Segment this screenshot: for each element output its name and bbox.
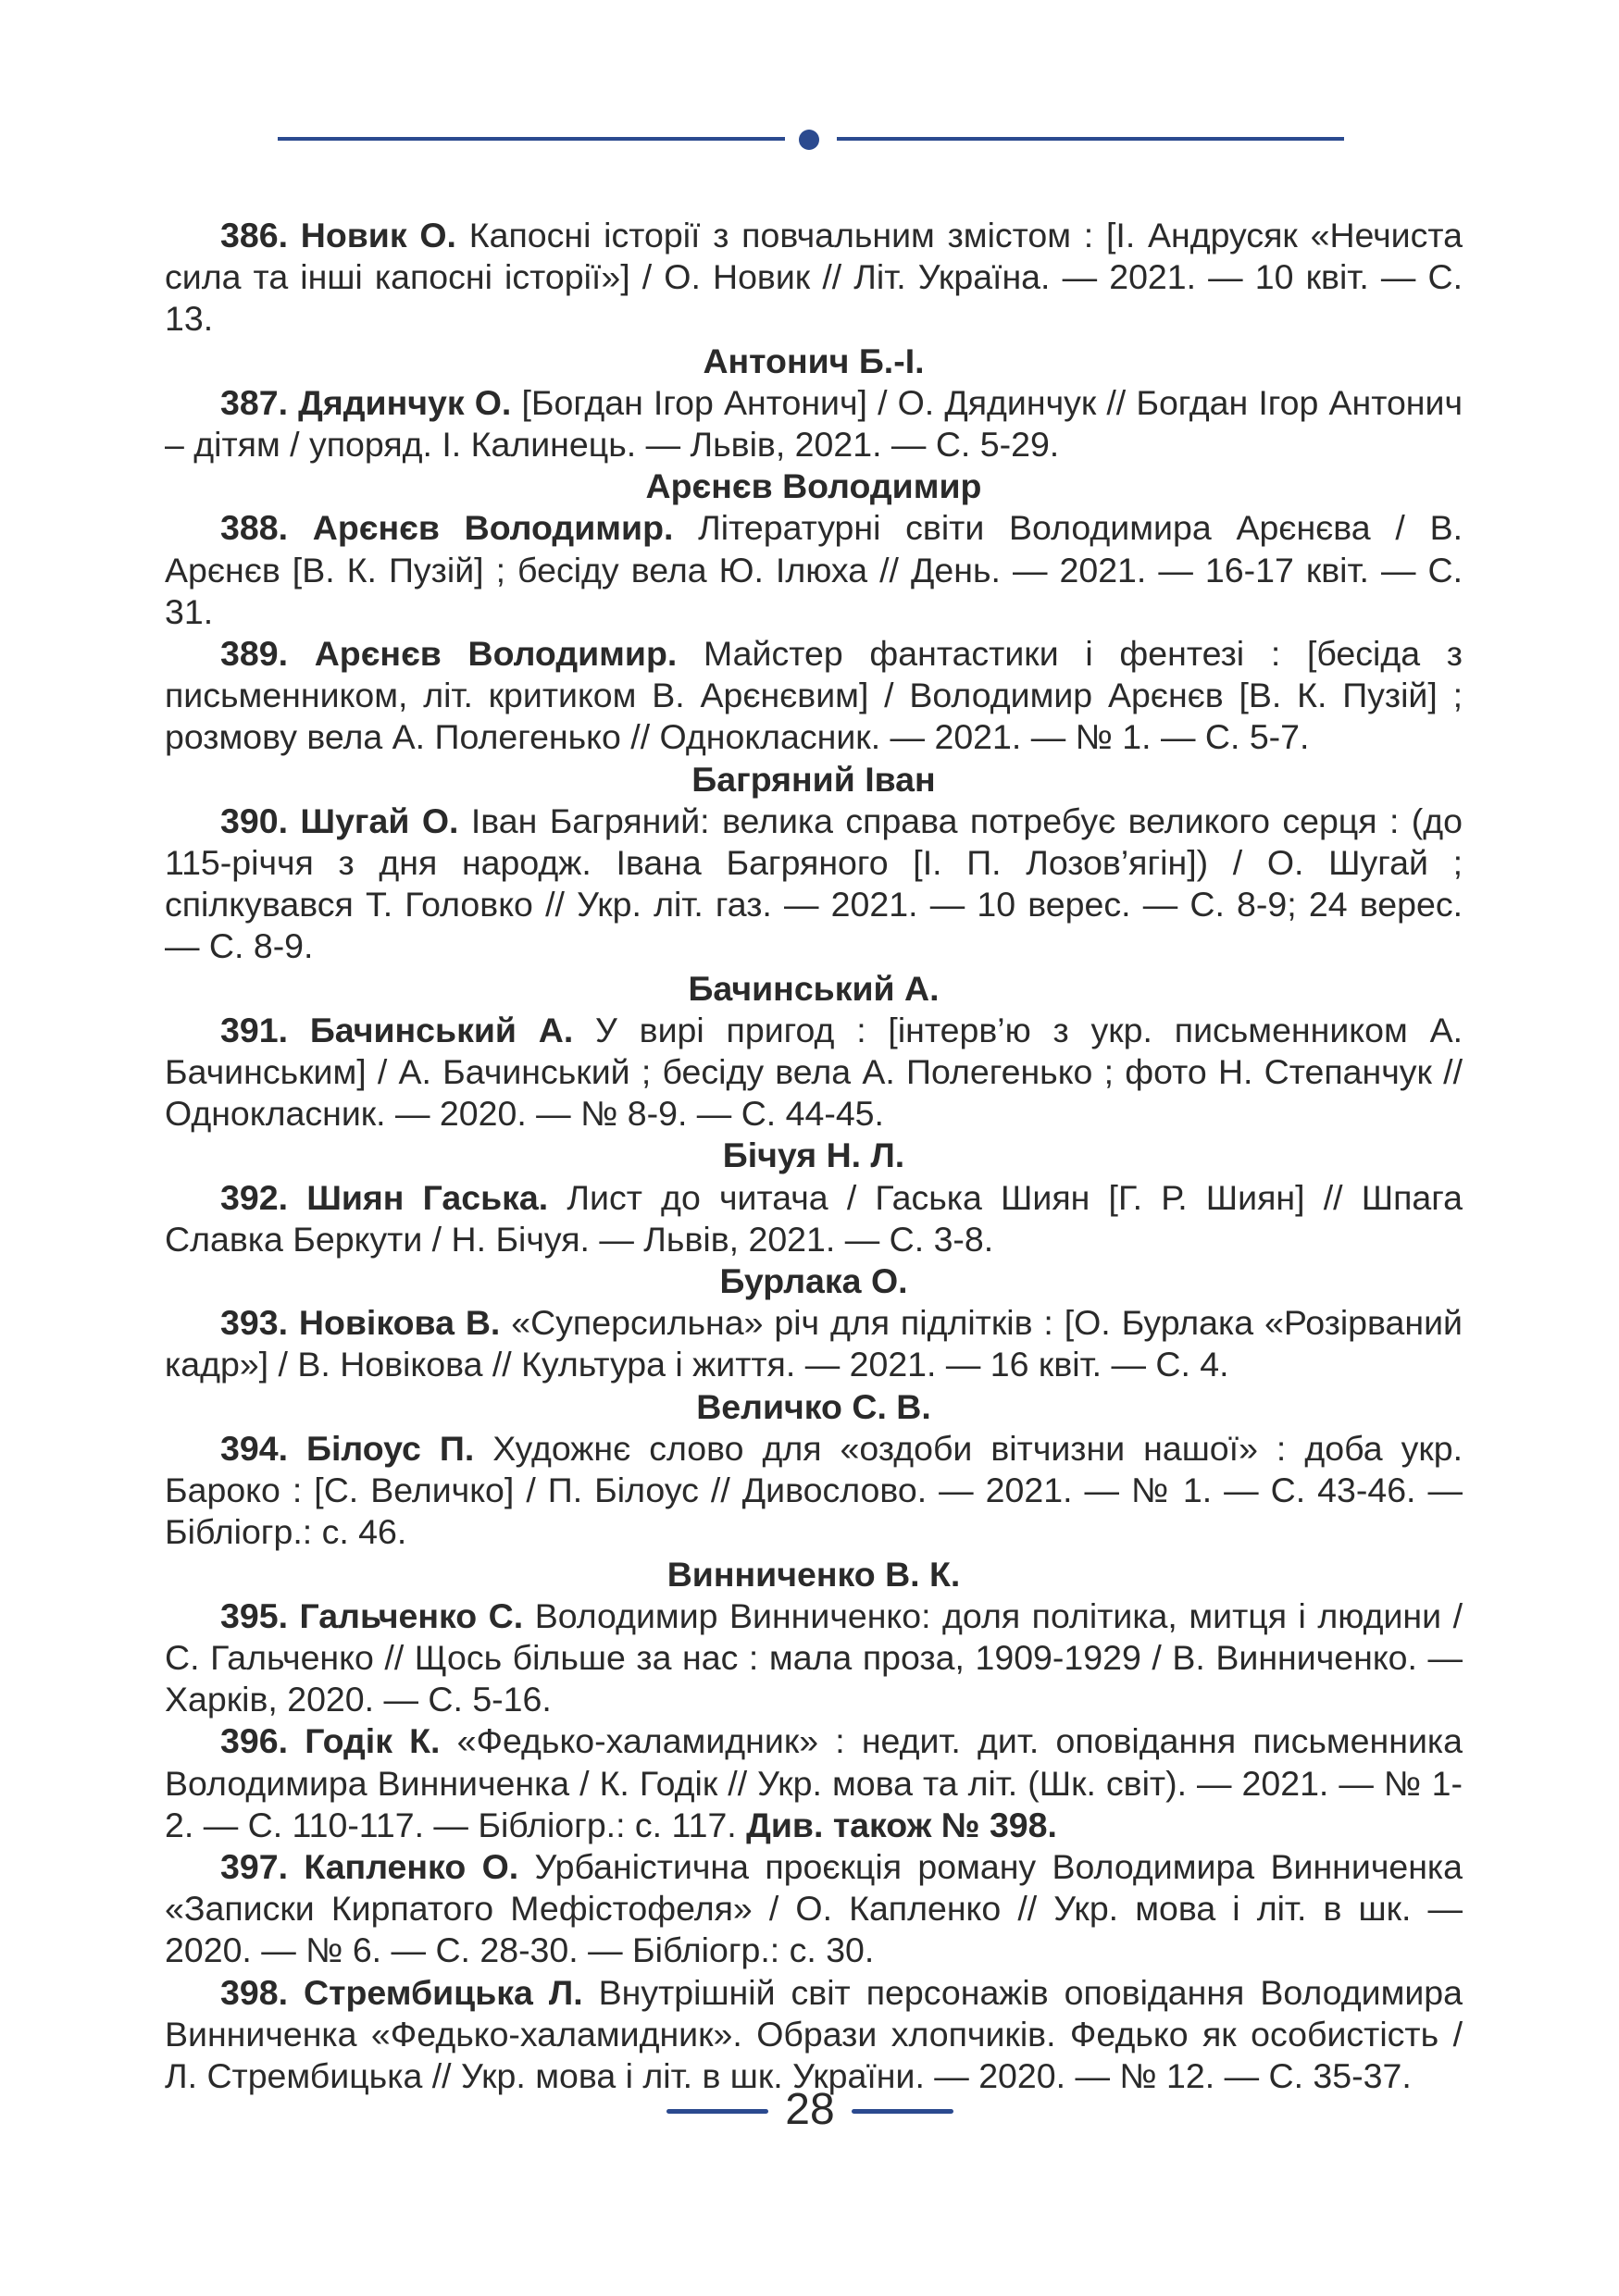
entry-text: Майстер фантастики і фентезі : [бесіда з письменником, літ. критиком В. Арєнєвим] / Володимир Арєнєв [В. К. Пузій] ; розмову вела А. Полегенько // Однокласник. — 2021. — № 1. — С. 5-7. [165, 634, 1463, 757]
entry-author: Новікова В. [298, 1303, 501, 1343]
bibliography-entry [165, 507, 1463, 633]
bibliography-entry [165, 1428, 1463, 1554]
entry-author: Дядинчук О. [298, 382, 512, 422]
entry-author: Капленко О. [304, 1846, 519, 1886]
bibliography-entry [165, 1302, 1463, 1385]
footer-right-line [852, 2109, 953, 2114]
entry-number: 396. [220, 1721, 288, 1761]
bibliography-entry [165, 1846, 1463, 1972]
entry-text: Художнє слово для «оздоби вітчизни нашої» : доба укр. Бароко : [С. Величко] / П. Білоус // Дивослово. — 2021. — № 1. — С. 43-46. — Бібліогр.: с. 46. [165, 1428, 1463, 1552]
entry-text: «Федько-халамидник» : недит. дит. оповідання письменника Володимира Винниченка / К. Годік // Укр. мова та літ. (Шк. світ). — 2021. — № 1-2. — С. 110-117. — Бібліогр.: с. 117. [165, 1721, 1463, 1844]
entry-author: Білоус П. [306, 1428, 475, 1468]
see-also-reference: Див. також № 398. [746, 1805, 1057, 1844]
section-heading: Бічуя Н. Л. [722, 1136, 905, 1175]
entry-author: Годік К. [305, 1721, 441, 1761]
entry-text: Урбаністична проєкція роману Володимира Винниченка «Записки Кирпатого Мефістофеля» / О. Капленко // Укр. мова і літ. в шк. — 2020. — № 6. — С. 28-30. — Бібліогр.: с. 30. [165, 1846, 1463, 1970]
entry-text: Внутрішній світ персонажів оповідання Володимира Винниченка «Федько-халамидник». Образи хлопчиків. Федько як особистість / Л. Стрембицька // Укр. мова і літ. в шк. України. — 2020. — № 12. — С. 35-37. [165, 1972, 1463, 2095]
bibliography-entry [165, 1720, 1463, 1846]
top-decorative-rule [278, 130, 1344, 148]
bibliography-entry [165, 800, 1463, 968]
bibliography-entry [165, 215, 1463, 341]
entry-author: Стрембицька Л. [304, 1972, 583, 2012]
section-heading: Винниченко В. К. [666, 1554, 961, 1594]
entry-number: 392. [220, 1177, 288, 1217]
entry-number: 388. [220, 508, 288, 548]
entry-author: Арєнєв Володимир. [314, 634, 678, 674]
top-rule-dot [799, 130, 819, 150]
entry-number: 390. [220, 800, 288, 840]
entry-number: 393. [220, 1303, 288, 1343]
bibliography-entry [165, 1010, 1463, 1136]
entry-text: У вирі пригод : [інтерв’ю з укр. письменником А. Бачинським] / А. Бачинський ; бесіду вела А. Полегенько ; фото Н. Степанчук // Однокласник. — 2020. — № 8-9. — С. 44-45. [165, 1010, 1463, 1134]
footer-left-line [666, 2109, 768, 2114]
section-heading: Антонич Б.-І. [703, 341, 925, 380]
entry-number: 389. [220, 634, 288, 674]
page-number: 28 [785, 2085, 835, 2134]
entry-number: 397. [220, 1846, 288, 1886]
entry-text: «Суперсильна» річ для підлітків : [О. Бурлака «Розірваний кадр»] / В. Новікова // Культура і життя. — 2021. — 16 квіт. — С. 4. [165, 1303, 1463, 1384]
section-heading: Бачинський А. [688, 968, 940, 1008]
entry-author: Новик О. [300, 216, 456, 254]
entry-text: Лист до читача / Гаська Шиян [Г. Р. Шиян] // Шпага Славка Беркути / Н. Бічуя. — Львів, 2021. — С. 3-8. [165, 1177, 1463, 1259]
entry-number: 391. [220, 1010, 288, 1049]
page-footer [666, 2082, 953, 2138]
bibliography-entry [165, 1595, 1463, 1721]
top-rule-left-line [278, 137, 785, 141]
bibliography-entry [165, 1177, 1463, 1260]
entry-text: Іван Багряний: велика справа потребує великого серця : (до 115-річчя з дня народж. Івана Багряного [І. П. Лозов’ягін]) / О. Шугай ; спілкувався Т. Головко // Укр. літ. газ. — 2021. — 10 верес. — С. 8-9; 24 верес. — С. 8-9. [165, 800, 1463, 966]
entry-author: Шиян Гаська. [306, 1177, 549, 1217]
bibliography-list [165, 215, 1463, 2097]
section-heading: Бурлака О. [719, 1261, 908, 1301]
bibliography-entry [165, 382, 1463, 465]
entry-text: Літературні світи Володимира Арєнєва / В. Арєнєв [В. К. Пузій] ; бесіду вела Ю. Ілюха // День. — 2021. — 16-17 квіт. — С. 31. [165, 508, 1463, 631]
top-rule-right-line [837, 137, 1344, 141]
entry-text: Володимир Винниченко: доля політика, митця і людини / С. Гальченко // Щось більше за нас : мала проза, 1909-1929 / В. Винниченко. — Харків, 2020. — С. 5-16. [165, 1595, 1463, 1719]
section-heading: Багряний Іван [691, 759, 936, 799]
section-heading: Величко С. В. [696, 1386, 931, 1426]
section-heading: Арєнєв Володимир [645, 466, 982, 506]
entry-number: 386. [220, 216, 288, 254]
entry-number: 398. [220, 1972, 288, 2012]
entry-number: 395. [220, 1595, 288, 1635]
bibliography-entry [165, 1972, 1463, 2098]
entry-author: Бачинський А. [309, 1010, 574, 1049]
entry-author: Арєнєв Володимир. [312, 508, 674, 548]
bibliography-entry [165, 633, 1463, 759]
entry-author: Шугай О. [300, 800, 459, 840]
entry-text: [Богдан Ігор Антонич] / О. Дядинчук // Богдан Ігор Антонич – дітям / упоряд. І. Калинець. — Львів, 2021. — С. 5-29. [165, 382, 1463, 465]
entry-number: 394. [220, 1428, 288, 1468]
entry-number: 387. [220, 382, 288, 422]
entry-author: Гальченко С. [299, 1595, 524, 1635]
entry-text: Капосні історії з повчальним змістом : [І. Андрусяк «Нечиста сила та інші капосні історії»] / О. Новик // Літ. Україна. — 2021. — 10 квіт. — С. 13. [165, 216, 1463, 339]
